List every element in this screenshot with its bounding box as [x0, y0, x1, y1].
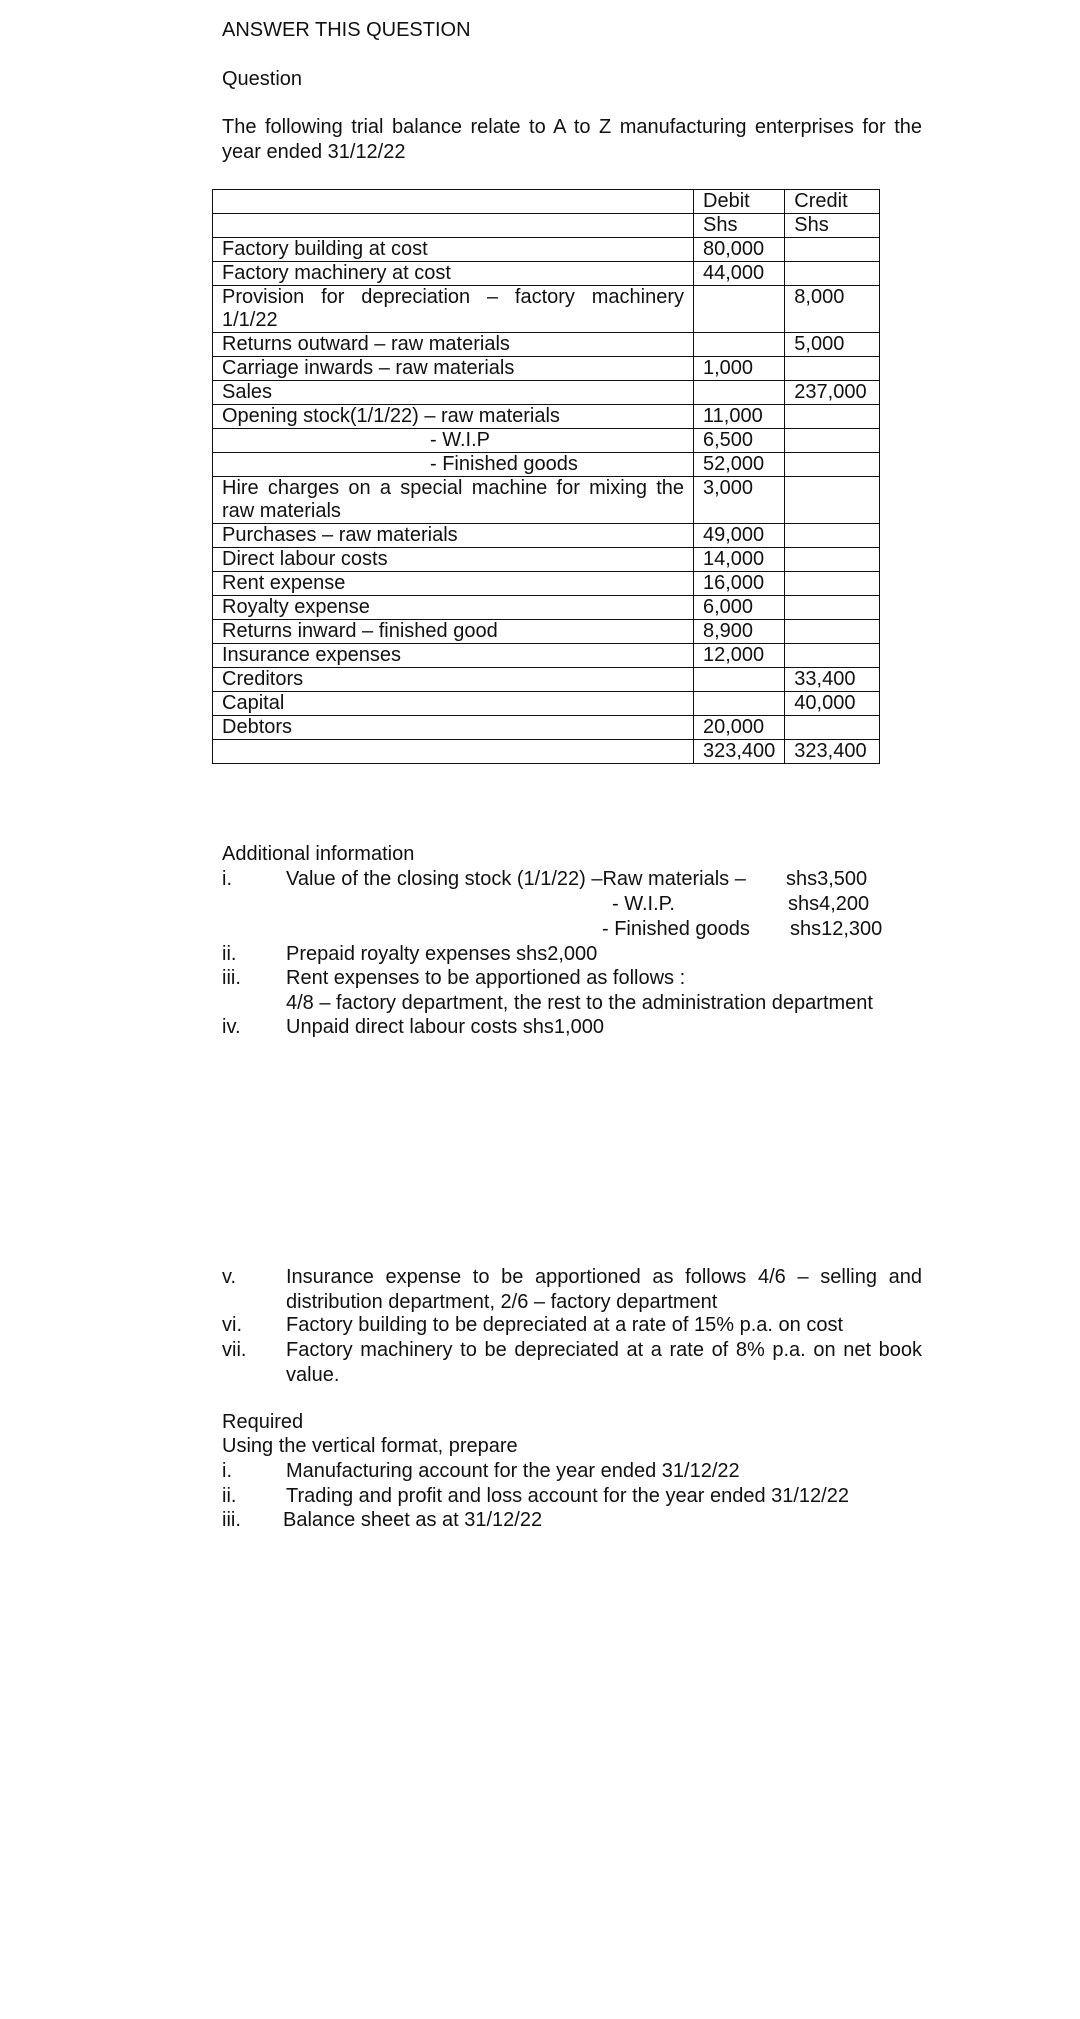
debit-unit: Shs — [694, 214, 785, 238]
row-credit — [785, 572, 880, 596]
item-number: vii. — [222, 1339, 247, 1361]
credit-unit: Shs — [785, 214, 880, 238]
row-credit: 8,000 — [785, 286, 880, 333]
row-particular: Purchases – raw materials — [213, 524, 694, 548]
closing-stock-raw-value: shs3,500 — [786, 868, 868, 890]
row-credit — [785, 548, 880, 572]
required-subtitle: Using the vertical format, prepare — [222, 1435, 518, 1457]
table-row — [213, 238, 880, 262]
rent-apportion-detail: 4/8 – factory department, the rest to the administration department — [286, 992, 873, 1014]
required-heading: Required — [222, 1411, 304, 1433]
row-credit: 33,400 — [785, 668, 880, 692]
item-number: ii. — [222, 1485, 237, 1507]
building-depreciation-item: Factory building to be depreciated at a rate of 15% p.a. on cost — [286, 1314, 844, 1336]
item-number: i. — [222, 1460, 232, 1482]
row-debit — [694, 333, 785, 357]
row-particular: Insurance expenses — [213, 644, 694, 668]
row-debit: 16,000 — [694, 572, 785, 596]
row-debit: 44,000 — [694, 262, 785, 286]
rent-apportion-item: Rent expenses to be apportioned as follows : — [286, 967, 686, 989]
table-unit-row — [213, 214, 880, 238]
row-credit — [785, 620, 880, 644]
table-row — [213, 477, 880, 524]
row-particular: Returns inward – finished good — [213, 620, 694, 644]
row-particular: Sales — [213, 381, 694, 405]
item-number: vi. — [222, 1314, 242, 1336]
row-particular: Debtors — [213, 716, 694, 740]
question-label: Question — [222, 68, 303, 90]
table-total-row — [213, 740, 880, 764]
table-row — [213, 668, 880, 692]
row-particular: Direct labour costs — [213, 548, 694, 572]
instruction-heading: ANSWER THIS QUESTION — [222, 19, 471, 41]
table-row — [213, 620, 880, 644]
row-credit — [785, 524, 880, 548]
unpaid-labour-item: Unpaid direct labour costs shs1,000 — [286, 1016, 604, 1038]
total-debit: 323,400 — [694, 740, 785, 764]
row-credit — [785, 644, 880, 668]
item-number: ii. — [222, 943, 237, 965]
row-credit — [785, 596, 880, 620]
machinery-depreciation-item: Factory machinery to be depreciated at a rate of 8% p.a. on net book value. — [286, 1339, 922, 1386]
table-row — [213, 357, 880, 381]
row-credit — [785, 716, 880, 740]
table-row — [213, 716, 880, 740]
row-particular: Royalty expense — [213, 596, 694, 620]
row-debit: 8,900 — [694, 620, 785, 644]
row-debit — [694, 668, 785, 692]
row-credit — [785, 429, 880, 453]
item-number: iii. — [222, 967, 241, 989]
row-debit: 80,000 — [694, 238, 785, 262]
row-particular: - Finished goods — [430, 453, 578, 475]
row-debit: 49,000 — [694, 524, 785, 548]
question-intro: The following trial balance relate to A to Z manufacturing enterprises for the year ended 31/12/22 — [222, 116, 922, 163]
item-number: iv. — [222, 1016, 241, 1038]
table-row — [213, 453, 880, 477]
required-trading-pl-account: Trading and profit and loss account for the year ended 31/12/22 — [286, 1485, 849, 1507]
row-credit — [785, 262, 880, 286]
row-particular: Carriage inwards – raw materials — [213, 357, 694, 381]
row-debit: 14,000 — [694, 548, 785, 572]
closing-stock-raw-label: Value of the closing stock (1/1/22) –Raw materials – — [286, 868, 746, 890]
row-credit — [785, 357, 880, 381]
item-number: iii. — [222, 1509, 241, 1531]
table-row — [213, 429, 880, 453]
table-row — [213, 333, 880, 357]
debit-header: Debit — [694, 190, 785, 214]
row-debit — [694, 286, 785, 333]
row-credit: 5,000 — [785, 333, 880, 357]
table-row — [213, 596, 880, 620]
row-particular: Returns outward – raw materials — [213, 333, 694, 357]
required-manufacturing-account: Manufacturing account for the year ended 31/12/22 — [286, 1460, 740, 1482]
total-credit: 323,400 — [785, 740, 880, 764]
insurance-apportion-item: Insurance expense to be apportioned as follows 4/6 – selling and distribution department, 2/6 – factory department — [286, 1266, 922, 1313]
row-debit: 3,000 — [694, 477, 785, 524]
row-debit: 11,000 — [694, 405, 785, 429]
trial-balance-table — [212, 189, 880, 764]
row-credit: 237,000 — [785, 381, 880, 405]
row-debit — [694, 381, 785, 405]
item-number: i. — [222, 868, 232, 890]
credit-header: Credit — [785, 190, 880, 214]
row-debit: 12,000 — [694, 644, 785, 668]
row-particular: Provision for depreciation – factory machinery 1/1/22 — [213, 286, 694, 333]
table-row — [213, 286, 880, 333]
table-row — [213, 548, 880, 572]
row-particular: Opening stock(1/1/22) – raw materials — [213, 405, 694, 429]
table-row — [213, 644, 880, 668]
row-credit: 40,000 — [785, 692, 880, 716]
required-balance-sheet: Balance sheet as at 31/12/22 — [283, 1509, 543, 1531]
row-credit — [785, 453, 880, 477]
row-debit: 1,000 — [694, 357, 785, 381]
row-particular: - W.I.P — [430, 429, 490, 451]
row-debit: 20,000 — [694, 716, 785, 740]
row-credit — [785, 477, 880, 524]
row-particular: Rent expense — [213, 572, 694, 596]
additional-info-heading: Additional information — [222, 843, 415, 865]
table-row — [213, 262, 880, 286]
row-credit — [785, 238, 880, 262]
row-debit: 6,500 — [694, 429, 785, 453]
table-row — [213, 572, 880, 596]
closing-stock-wip-value: shs4,200 — [788, 893, 870, 915]
row-particular: Capital — [213, 692, 694, 716]
table-header-row — [213, 190, 880, 214]
row-debit — [694, 692, 785, 716]
closing-stock-fg-value: shs12,300 — [790, 918, 883, 940]
table-row — [213, 692, 880, 716]
row-credit — [785, 405, 880, 429]
table-row — [213, 524, 880, 548]
table-row — [213, 405, 880, 429]
prepaid-royalty-item: Prepaid royalty expenses shs2,000 — [286, 943, 598, 965]
row-particular: Hire charges on a special machine for mixing the raw materials — [213, 477, 694, 524]
row-particular: Factory building at cost — [213, 238, 694, 262]
table-row — [213, 381, 880, 405]
item-number: v. — [222, 1266, 237, 1288]
row-particular: Factory machinery at cost — [213, 262, 694, 286]
row-debit: 6,000 — [694, 596, 785, 620]
row-particular: Creditors — [213, 668, 694, 692]
row-debit: 52,000 — [694, 453, 785, 477]
closing-stock-fg-label: - Finished goods — [602, 918, 750, 940]
closing-stock-wip-label: - W.I.P. — [612, 893, 675, 915]
